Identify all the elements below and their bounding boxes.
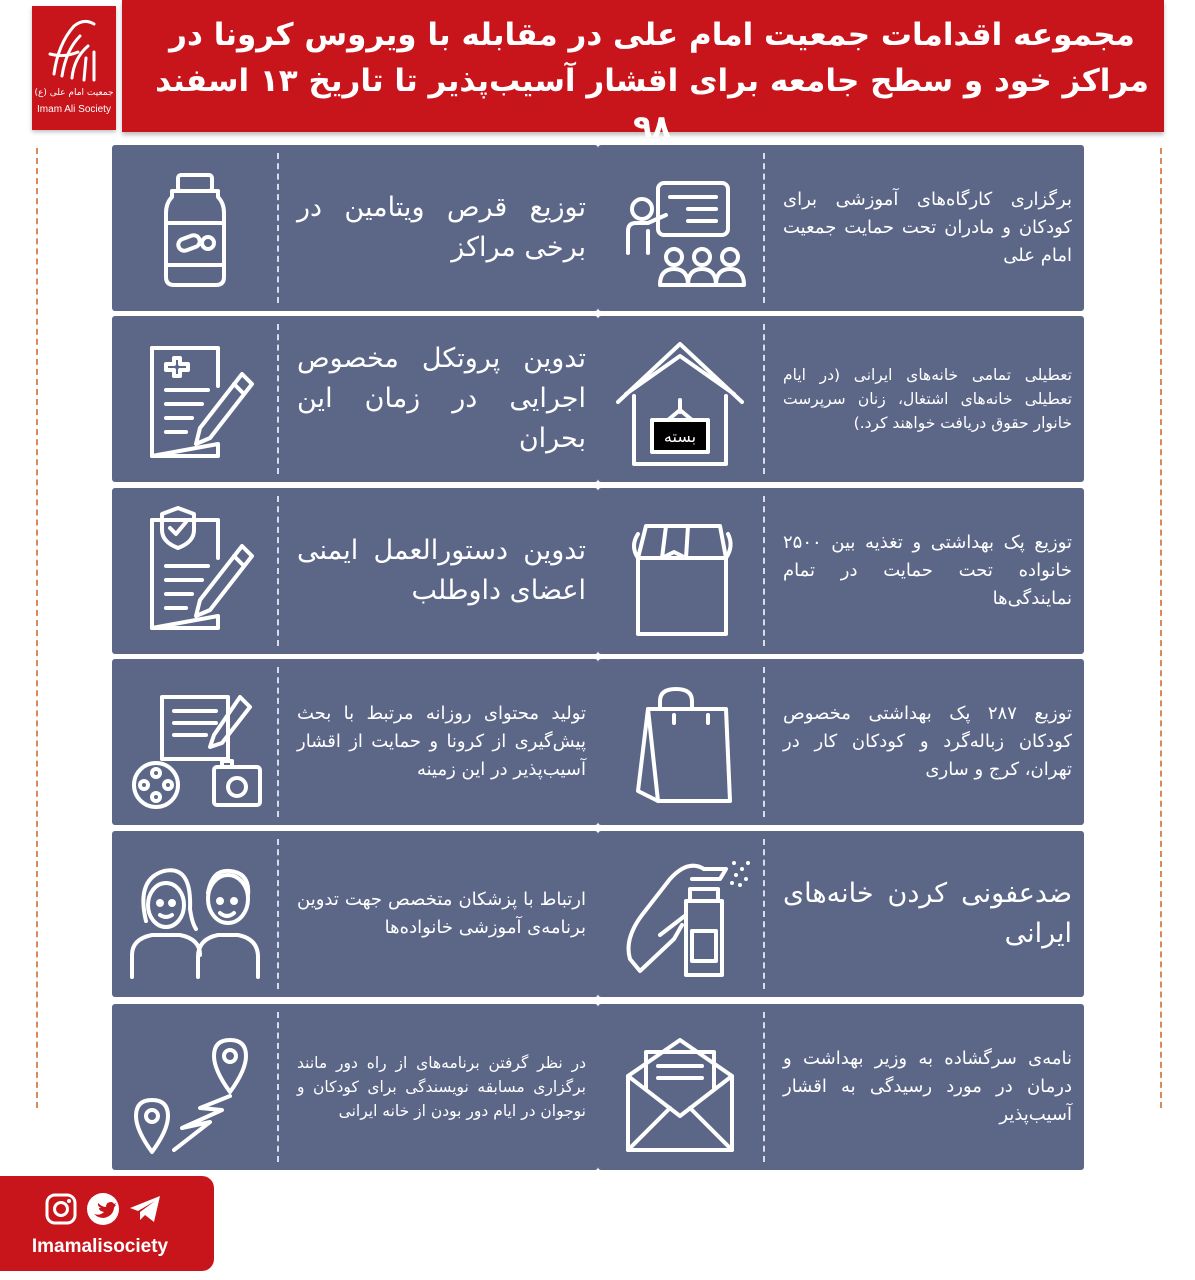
card-houses-closure — [598, 316, 1084, 482]
family-icon — [122, 839, 267, 989]
card-divider — [763, 496, 765, 646]
card-text: ارتباط با پزشکان متخصص جهت تدوین برنامه‌ی آموزشی خانواده‌ها — [297, 889, 586, 938]
card-vitamin-distribution — [112, 145, 598, 311]
training-class-icon — [608, 153, 753, 303]
closed-sign-text: بسته — [663, 427, 697, 446]
card-child-packs — [598, 659, 1084, 825]
card-divider — [277, 324, 279, 474]
card-text: برگزاری کارگاه‌های آموزشی برای کودکان و مادران تحت حمایت جمعیت امام علی — [783, 189, 1072, 266]
remote-route-icon — [122, 1012, 267, 1162]
card-open-letter — [598, 1004, 1084, 1170]
card-disinfection — [598, 831, 1084, 997]
medical-document-icon — [122, 324, 267, 474]
card-safety-guideline — [112, 488, 598, 654]
card-hygiene-packs — [598, 488, 1084, 654]
left-dashed-line — [36, 148, 38, 1108]
letter-envelope-icon — [608, 1012, 753, 1162]
card-remote-programs — [112, 1004, 598, 1170]
card-divider — [277, 496, 279, 646]
card-daily-content — [112, 659, 598, 825]
media-content-icon — [122, 667, 267, 817]
package-box-icon — [608, 496, 753, 646]
card-text: توزیع ۲۸۷ پک بهداشتی مخصوص کودکان زباله‌گرد و کودکان کار در تهران، کرج و ساری — [783, 703, 1072, 780]
social-handle[interactable]: Imamalisociety — [31, 1236, 169, 1257]
right-dashed-line — [1160, 148, 1162, 1108]
card-text: در نظر گرفتن برنامه‌های از راه دور مانند برگزاری مسابقه نویسندگی برای کودکان و نوجوان در ایام دور بودن از خانه ایرانی — [297, 1054, 586, 1120]
logo-name-fa: جمعیت امام علی (ع) — [34, 88, 114, 98]
card-divider — [277, 1012, 279, 1162]
card-divider — [763, 1012, 765, 1162]
card-divider — [763, 153, 765, 303]
card-protocol — [112, 316, 598, 482]
card-text: توزیع قرص ویتامین در برخی مراکز — [297, 192, 586, 263]
page-title: مجموعه اقدامات جمعیت امام علی در مقابله با ویروس کرونا در مراکز خود و سطح جامعه برای اقشار آسیب‌پذیر تا تاریخ ۱۳ اسفند ۹۸ — [155, 17, 1149, 145]
card-divider — [763, 839, 765, 989]
logo-mark-icon — [44, 14, 104, 86]
twitter-icon[interactable] — [86, 1192, 120, 1226]
card-text: تدوین دستورالعمل ایمنی اعضای داوطلب — [297, 535, 586, 606]
card-divider — [763, 667, 765, 817]
logo-name-en: Imam Ali Society — [37, 104, 111, 115]
card-text: ضدعفونی کردن خانه‌های ایرانی — [783, 878, 1072, 949]
instagram-icon[interactable] — [44, 1192, 78, 1226]
header-banner — [122, 0, 1164, 145]
safety-document-icon — [122, 496, 267, 646]
card-text: تولید محتوای روزانه مرتبط با بحث پیش‌گیری از کرونا و حمایت از اقشار آسیب‌پذیر در این زمینه — [297, 703, 586, 780]
card-divider — [763, 324, 765, 474]
shopping-bag-icon — [608, 667, 753, 817]
card-training-workshops — [598, 145, 1084, 311]
closed-house-icon — [608, 324, 753, 474]
card-text: توزیع پک بهداشتی و تغذیه بین ۲۵۰۰ خانواده تحت حمایت در تمام نمایندگی‌ها — [783, 532, 1072, 609]
card-physicians-contact — [112, 831, 598, 997]
telegram-icon[interactable] — [128, 1192, 164, 1226]
card-divider — [277, 667, 279, 817]
footer-social — [0, 1176, 214, 1271]
card-text: تعطیلی تمامی خانه‌های ایرانی (در ایام تعطیلی خانه‌های اشتغال، زنان سرپرست خانوار حقوق دریافت خواهند کرد.) — [783, 366, 1072, 432]
disinfect-spray-icon — [608, 839, 753, 989]
pill-bottle-icon — [122, 153, 267, 303]
card-divider — [277, 153, 279, 303]
card-text: نامه‌ی سرگشاده به وزیر بهداشت و درمان در مورد رسیدگی به اقشار آسیب‌پذیر — [783, 1048, 1072, 1125]
card-text: تدوین پروتکل مخصوص اجرایی در زمان این بحران — [297, 343, 586, 454]
logo — [32, 6, 116, 130]
card-divider — [277, 839, 279, 989]
